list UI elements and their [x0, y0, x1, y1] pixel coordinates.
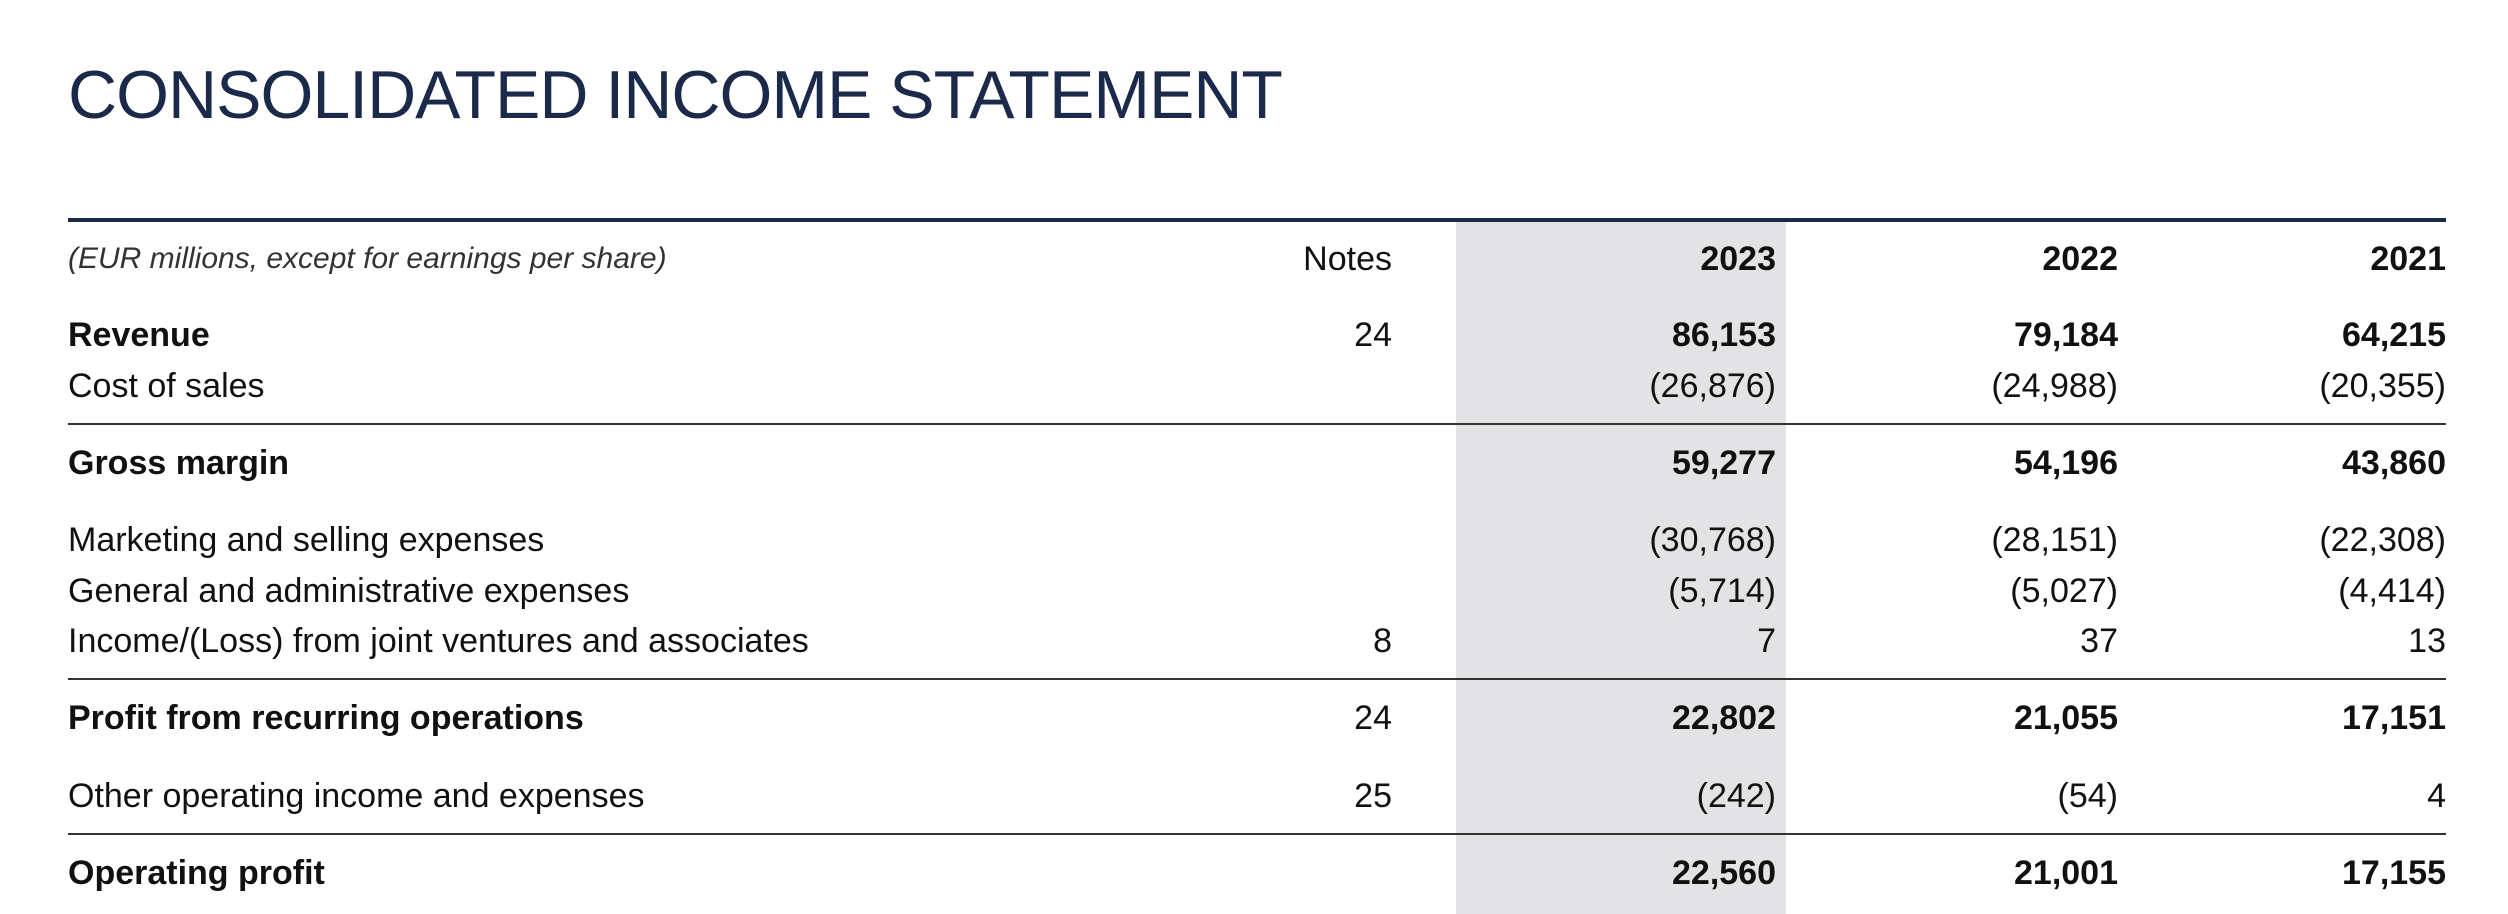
value-2022: 54,196 — [2014, 444, 2118, 482]
row-general-administrative — [68, 566, 2446, 616]
row-label: Other operating income and expenses — [68, 777, 645, 815]
table-top-rule — [68, 218, 2446, 222]
value-2023: (5,714) — [1668, 572, 1776, 610]
value-2023: 86,153 — [1672, 316, 1776, 354]
value-2023: 22,560 — [1672, 854, 1776, 892]
row-note: 25 — [1354, 777, 1392, 815]
row-label: Gross margin — [68, 444, 290, 482]
value-2021: 4 — [2427, 777, 2446, 815]
row-gross-margin — [68, 438, 2446, 488]
row-note: 24 — [1354, 699, 1392, 737]
value-2023: 7 — [1757, 622, 1776, 660]
row-revenue — [68, 310, 2446, 360]
row-label: General and administrative expenses — [68, 572, 630, 610]
row-divider — [68, 833, 2446, 835]
value-2021: (20,355) — [2319, 367, 2446, 405]
year-2023-header: 2023 — [1700, 240, 1776, 278]
row-marketing-selling — [68, 515, 2446, 565]
value-2021: 64,215 — [2342, 316, 2446, 354]
page-title: CONSOLIDATED INCOME STATEMENT — [68, 57, 1282, 133]
row-label: Marketing and selling expenses — [68, 521, 545, 559]
row-label: Revenue — [68, 316, 210, 354]
value-2023: 22,802 — [1672, 699, 1776, 737]
value-2022: (5,027) — [2010, 572, 2118, 610]
value-2023: 59,277 — [1672, 444, 1776, 482]
row-cost-of-sales — [68, 361, 2446, 411]
value-2022: 21,055 — [2014, 699, 2118, 737]
row-profit-recurring — [68, 693, 2446, 743]
table-header-row — [68, 234, 2446, 284]
row-label: Operating profit — [68, 854, 325, 892]
year-2021-header: 2021 — [2370, 240, 2446, 278]
value-2023: (30,768) — [1649, 521, 1776, 559]
notes-column-header: Notes — [1303, 240, 1392, 278]
value-2021: 13 — [2408, 622, 2446, 660]
value-2021: 43,860 — [2342, 444, 2446, 482]
row-divider — [68, 678, 2446, 680]
row-label: Cost of sales — [68, 367, 265, 405]
row-label: Profit from recurring operations — [68, 699, 584, 737]
row-joint-ventures — [68, 616, 2446, 666]
year-2022-header: 2022 — [2042, 240, 2118, 278]
units-caption: (EUR millions, except for earnings per share) — [68, 242, 667, 275]
value-2022: 79,184 — [2014, 316, 2118, 354]
value-2021: (4,414) — [2338, 572, 2446, 610]
value-2022: (24,988) — [1991, 367, 2118, 405]
value-2022: 21,001 — [2014, 854, 2118, 892]
value-2023: (26,876) — [1649, 367, 1776, 405]
value-2021: (22,308) — [2319, 521, 2446, 559]
row-note: 8 — [1373, 622, 1392, 660]
value-2022: 37 — [2080, 622, 2118, 660]
value-2021: 17,155 — [2342, 854, 2446, 892]
row-label: Income/(Loss) from joint ventures and associates — [68, 622, 809, 660]
value-2023: (242) — [1696, 777, 1776, 815]
income-statement-table — [68, 218, 2446, 914]
row-note: 24 — [1354, 316, 1392, 354]
value-2022: (54) — [2057, 777, 2118, 815]
value-2021: 17,151 — [2342, 699, 2446, 737]
row-operating-profit — [68, 848, 2446, 898]
row-other-operating — [68, 771, 2446, 821]
value-2022: (28,151) — [1991, 521, 2118, 559]
row-divider — [68, 423, 2446, 425]
